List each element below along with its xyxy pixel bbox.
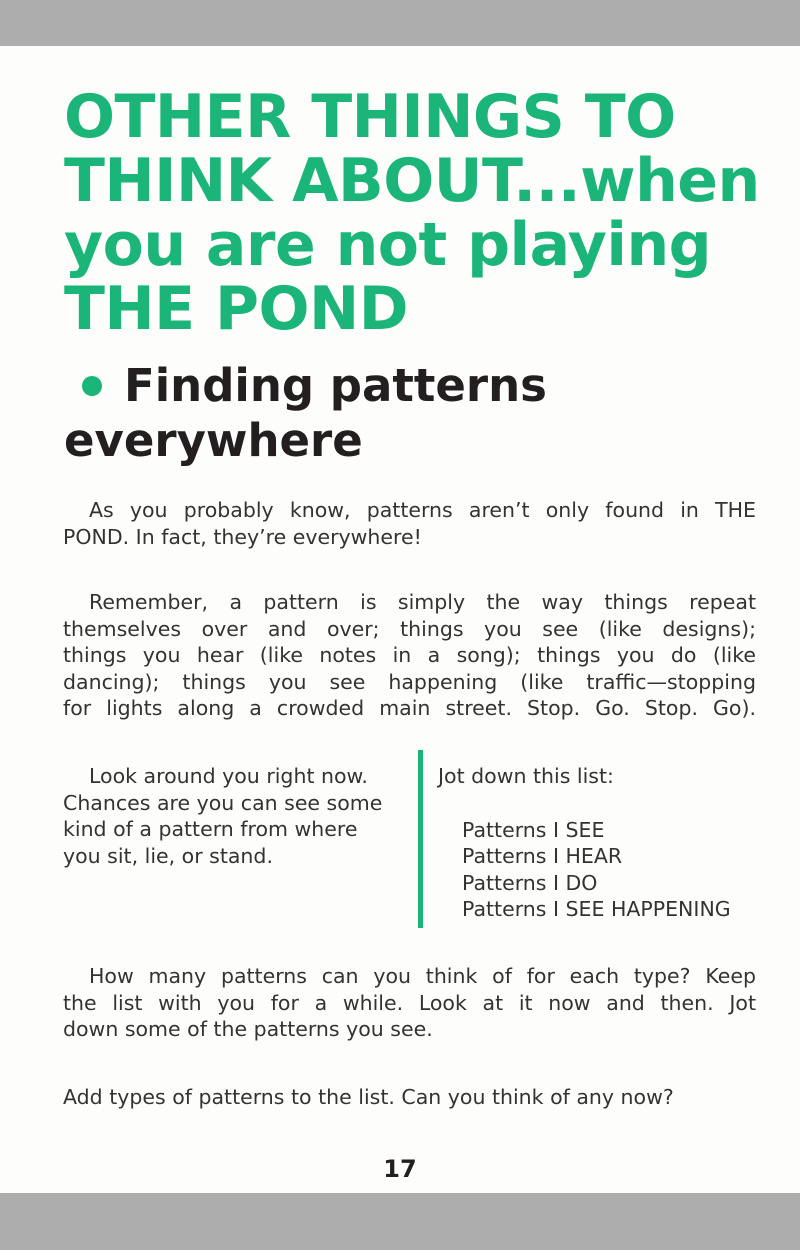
text-line: Remember, a pattern is simply the way things repeat xyxy=(89,590,756,614)
page-title xyxy=(64,82,784,344)
text-line: you sit, lie, or stand. xyxy=(63,843,273,868)
heading-text: Finding patterns xyxy=(124,359,547,412)
text-line: dancing); things you see happening (like traffic—stopping xyxy=(63,669,756,694)
paragraph-intro xyxy=(63,497,756,550)
text-line: kind of a pattern from where xyxy=(63,817,358,841)
list-item: Patterns I DO xyxy=(462,870,598,895)
paragraph-definition xyxy=(63,589,756,722)
top-gray-band xyxy=(0,0,800,46)
section-heading xyxy=(64,358,784,468)
text-line: Look around you right now. xyxy=(89,764,368,788)
text-line: Add types of patterns to the list. Can you think of any now? xyxy=(63,1085,674,1109)
bottom-gray-band xyxy=(0,1193,800,1250)
left-column-text xyxy=(63,763,410,869)
text-line: How many patterns can you think of for each type? Keep xyxy=(89,964,756,988)
title-line: you are not playing xyxy=(64,210,712,280)
list-item: Patterns I SEE xyxy=(462,817,605,842)
list-item: Patterns I HEAR xyxy=(462,844,623,868)
pattern-list xyxy=(438,817,778,923)
text-line: themselves over and over; things you see (like designs); xyxy=(63,616,756,641)
title-line: THE POND xyxy=(64,274,409,344)
text-line: POND. In fact, they’re everywhere! xyxy=(63,524,422,549)
text-line: Chances are you can see some xyxy=(63,790,383,815)
heading-line: everywhere xyxy=(64,414,363,467)
text-line: for lights along a crowded main street. Stop. Go. Stop. Go). xyxy=(63,696,756,720)
column-divider xyxy=(418,750,423,928)
text-line: As you probably know, patterns aren’t only found in THE xyxy=(89,498,756,522)
heading-line xyxy=(64,358,784,413)
bullet-icon xyxy=(82,376,102,396)
text-line: things you hear (like notes in a song); things you do (like xyxy=(63,643,756,667)
title-line: OTHER THINGS TO xyxy=(64,82,676,152)
page-number: 17 xyxy=(383,1155,417,1183)
list-intro: Jot down this list: xyxy=(438,764,614,788)
list-item: Patterns I SEE HAPPENING xyxy=(462,897,731,921)
text-line: the list with you for a while. Look at it now and then. Jot xyxy=(63,990,756,1015)
right-column-list xyxy=(438,763,778,923)
text-line: down some of the patterns you see. xyxy=(63,1017,433,1041)
paragraph-question xyxy=(63,963,756,1043)
paragraph-closing xyxy=(63,1084,756,1111)
title-line: THINK ABOUT...when xyxy=(64,146,760,216)
